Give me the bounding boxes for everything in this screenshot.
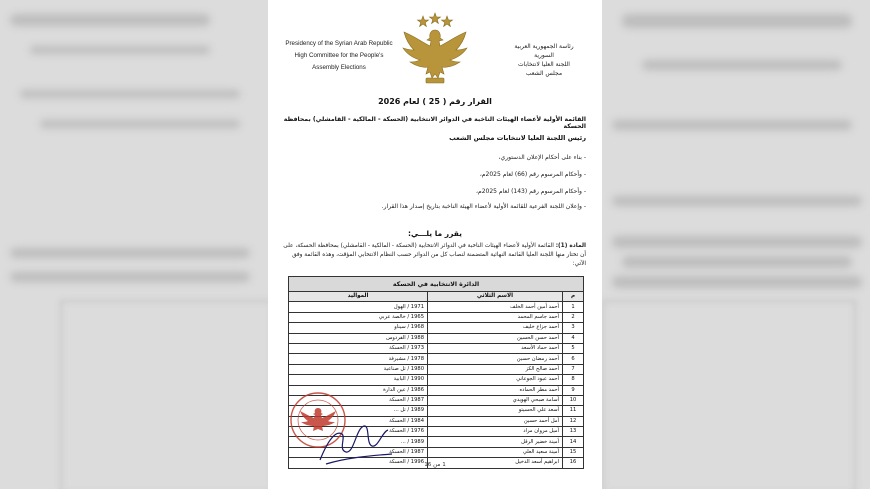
basis-line-2: - وأحكام المرسوم رقم (66) لعام 2025م، — [479, 171, 586, 178]
row-number: 10 — [563, 395, 584, 405]
header-english-line-2: High Committee for the People's — [294, 52, 384, 59]
header-arabic — [504, 42, 584, 78]
row-birth: 1968 / سيناو — [289, 323, 428, 333]
syrian-eagle-emblem-icon — [396, 12, 474, 90]
row-number: 4 — [563, 333, 584, 343]
row-name: أحمد رمضان حسين — [428, 354, 563, 364]
table-row — [289, 354, 584, 364]
row-number: 5 — [563, 343, 584, 353]
row-number: 3 — [563, 323, 584, 333]
row-number: 15 — [563, 447, 584, 457]
table-caption: الدائرة الانتخابية في الحسكة — [289, 277, 584, 292]
row-number: 1 — [563, 302, 584, 312]
row-name: أحمد صالح الكز — [428, 364, 563, 374]
table-row — [289, 302, 584, 312]
handwritten-signature — [316, 410, 396, 470]
row-birth: 1996 / الحسكة — [289, 458, 428, 468]
row-birth: 1988 / الفردوس — [289, 333, 428, 343]
row-birth: 1971 / الهول — [289, 302, 428, 312]
decision-title: القرار رقم ( 25 ) لعام 2026 — [378, 97, 492, 106]
row-number: 16 — [563, 458, 584, 468]
committee-chair-line: رئيس اللجنة العليا لانتخابات مجلس الشعب — [449, 134, 586, 142]
table-row — [289, 312, 584, 322]
row-birth: 1987 / الحسكة — [289, 447, 428, 457]
row-number: 9 — [563, 385, 584, 395]
row-name: أحمد حسن الحسين — [428, 333, 563, 343]
row-number: 11 — [563, 406, 584, 416]
article-1 — [282, 242, 586, 269]
row-birth: 1978 / مشيرفة — [289, 354, 428, 364]
decides-heading: يقرر ما يلـــي: — [407, 229, 463, 238]
row-number: 14 — [563, 437, 584, 447]
row-number: 2 — [563, 312, 584, 322]
row-name: أمل أحمد حسين — [428, 416, 563, 426]
table-row — [289, 333, 584, 343]
row-name: أحمد مطر الحماده — [428, 385, 563, 395]
row-birth: 1984 / الحسكة — [289, 416, 428, 426]
header-arabic-line-1: رئاسة الجمهورية العربية السورية — [514, 43, 574, 59]
row-birth: 1965 / خالصة عربي — [289, 312, 428, 322]
row-birth: 1980 / تل صناعية — [289, 364, 428, 374]
decision-subtitle: القائمة الأولية لأعضاء الهيئات الناخبة في الدوائر الانتخابية (الحسكة - المالكية - القامشلي) بمحافظة الحسكة — [283, 116, 586, 130]
article-1-text: القائمة الأولية لأعضاء الهيئات الناخبة في الدوائر الانتخابية (الحسكة - المالكية - القامشلي) بمحافظة الحسكة، على أن تختار منها اللجنة العليا القائمة النهائية المتضمنة لنصاب كل من الدوائر حسب النظام الانتخابي المؤقت، وهذه القائمة وفق الآتي: — [283, 243, 586, 267]
row-name: أحمد أمين أحمد الخلف — [428, 302, 563, 312]
header-english-line-3: Assembly Elections — [312, 64, 366, 71]
row-name: أمينة خضير الرقل — [428, 437, 563, 447]
row-number: 7 — [563, 364, 584, 374]
row-birth: 1990 / البابية — [289, 375, 428, 385]
row-name: أسعد علي الحسيتو — [428, 406, 563, 416]
header-english — [284, 38, 394, 74]
row-birth: 1986 / عين الدارة — [289, 385, 428, 395]
row-name: أحمد جزاع خليف — [428, 323, 563, 333]
header-arabic-line-2: اللجنة العليا لانتخابات — [518, 61, 570, 68]
row-number: 6 — [563, 354, 584, 364]
row-number: 12 — [563, 416, 584, 426]
table-row — [289, 343, 584, 353]
table-row — [289, 364, 584, 374]
row-number: 8 — [563, 375, 584, 385]
blurred-background-left — [0, 0, 268, 489]
row-birth: 1989 / تل ... — [289, 406, 428, 416]
column-header-name: الاسم الثلاثي — [428, 292, 563, 302]
basis-line-4: - وإعلان اللجنة الفرعية للقائمة الأولية لأعضاء الهيئة الناخبة بتاريخ إصدار هذا القرار. — [381, 203, 586, 210]
article-1-label: المادة (1): — [555, 243, 586, 249]
basis-line-1: - بناء على أحكام الإعلان الدستوري، — [498, 154, 586, 161]
row-name: أحمد عبود الجوعاني — [428, 375, 563, 385]
row-name: أمينة سعيد العلي — [428, 447, 563, 457]
header-arabic-line-3: مجلس الشعب — [525, 70, 563, 77]
basis-line-3: - وأحكام المرسوم رقم (143) لعام 2025م، — [476, 188, 586, 195]
column-header-number: م — [563, 292, 584, 302]
row-name: أحمد جاسم المحمد — [428, 312, 563, 322]
row-birth: 1987 / الحسكة — [289, 395, 428, 405]
page-number: 1 من 16 — [424, 462, 446, 468]
document-page — [268, 0, 602, 489]
row-birth: 1989 / ... — [289, 437, 428, 447]
row-name: ابراهيم أسعد الدخيل — [428, 458, 563, 468]
blurred-background-right — [602, 0, 870, 489]
column-header-birth: المواليد — [289, 292, 428, 302]
table-row — [289, 375, 584, 385]
row-name: أحمد حماد الأسعد — [428, 343, 563, 353]
table-row — [289, 323, 584, 333]
header-english-line-1: Presidency of the Syrian Arab Republic — [285, 40, 393, 47]
row-name: أسامة صبحي الهويدي — [428, 395, 563, 405]
row-name: أميل مروان مراد — [428, 427, 563, 437]
row-birth: 1973 / الحسكة — [289, 343, 428, 353]
row-number: 13 — [563, 427, 584, 437]
row-birth: 1976 / الحسكة — [289, 427, 428, 437]
